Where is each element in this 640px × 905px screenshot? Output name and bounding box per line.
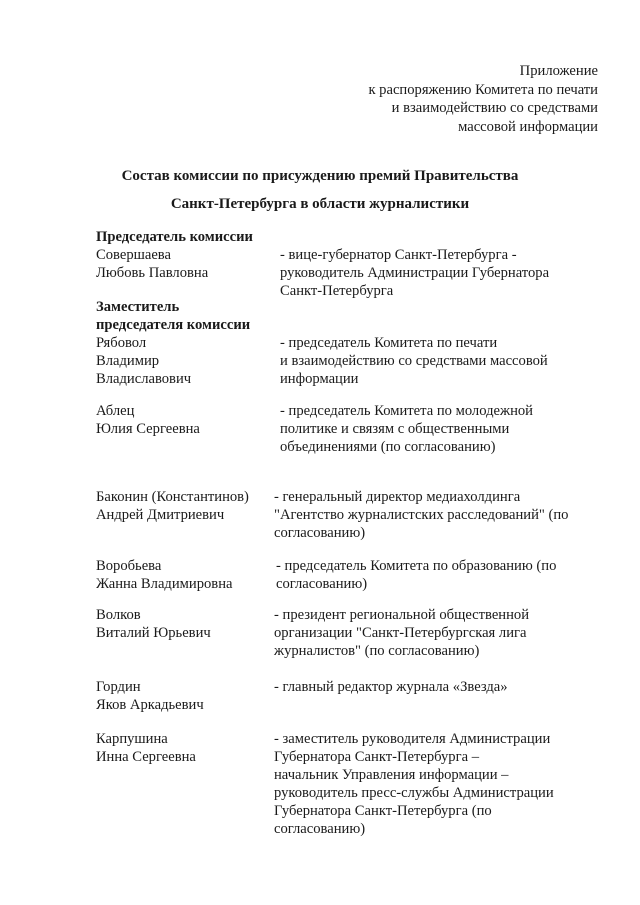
position-line: - генеральный директор медиахолдинга [274,489,521,505]
position-line: руководитель Администрации Губернатора [280,265,550,281]
member-position [276,557,576,593]
member-name [96,402,276,438]
member-name [96,606,276,642]
position-line: - заместитель руководителя Администрации [274,731,551,747]
member-position [274,678,574,696]
name-line: Инна Сергеевна [96,749,196,765]
name-line: Рябовол [96,335,147,351]
name-line: Владиславович [96,371,192,387]
position-line: информации [280,371,359,387]
name-line: Совершаева [96,247,171,263]
deputy-heading: председателя комиссии [96,317,251,333]
position-line: Губернатора Санкт-Петербурга – [274,749,480,765]
position-line: политике и связям с общественными [280,421,510,437]
member-entry [96,606,616,662]
position-line: - главный редактор журнала «Звезда» [274,679,508,695]
position-line: согласованию) [274,821,366,837]
position-line: Губернатора Санкт-Петербурга (по [274,803,492,819]
member-entry [96,557,616,595]
title-line: Санкт-Петербурга в области журналистики [170,196,470,212]
chair-name [96,246,276,282]
name-line: Юлия Сергеевна [96,421,200,437]
chair-position [280,246,580,300]
position-line: Санкт-Петербурга [280,283,394,299]
appendix-line: Приложение [519,63,598,79]
member-position [274,606,574,660]
name-line: Карпушина [96,731,168,747]
position-line: согласованию) [274,525,366,541]
name-line: Яков Аркадьевич [96,697,204,713]
member-position [280,402,580,456]
chair-entry [96,228,616,299]
appendix-line: массовой информации [458,118,598,135]
position-line: организации "Санкт-Петербургская лига [274,625,527,641]
position-line: - председатель Комитета по образованию (по [276,558,557,574]
position-line: согласованию) [276,576,368,592]
appendix-line: и взаимодействию со средствами [391,100,598,116]
name-line: Виталий Юрьевич [96,625,211,641]
appendix-line: к распоряжению Комитета по печати [368,81,598,98]
position-line: и взаимодействию со средствами массовой [280,353,548,369]
member-name [96,730,276,766]
name-line: Андрей Дмитриевич [96,507,225,523]
deputy-heading: Заместитель [96,299,180,315]
deputy-position [280,334,580,388]
position-line: объединениями (по согласованию) [280,439,496,455]
position-line: руководитель пресс-службы Администрации [274,785,554,801]
deputy-name [96,334,276,388]
member-name [96,557,276,593]
title-line: Состав комиссии по присуждению премий Правительства [121,168,519,184]
name-line: Аблец [96,403,135,419]
position-line: - президент региональной общественной [274,607,530,623]
chair-heading: Председатель комиссии [96,229,253,245]
document-title [0,162,640,218]
name-line: Владимир [96,353,160,369]
member-entry [96,678,616,716]
position-line: - вице-губернатор Санкт-Петербурга - [280,247,517,263]
name-line: Жанна Владимировна [96,576,233,592]
member-name [96,488,276,524]
appendix-header [368,62,598,136]
name-line: Баконин (Константинов) [96,489,249,505]
name-line: Воробьева [96,558,162,574]
position-line: "Агентство журналистских расследований" (по [274,507,569,523]
member-entry [96,402,616,458]
member-entry [96,730,616,840]
name-line: Любовь Павловна [96,265,209,281]
deputy-entry [96,298,616,388]
name-line: Волков [96,607,141,623]
position-line: - председатель Комитета по молодежной [280,403,533,419]
member-entry [96,488,616,544]
member-position [274,730,574,838]
member-position [274,488,574,542]
member-name [96,678,276,714]
position-line: - председатель Комитета по печати [280,335,498,351]
position-line: начальник Управления информации – [274,767,509,783]
position-line: журналистов" (по согласованию) [274,643,480,659]
name-line: Гордин [96,679,141,695]
